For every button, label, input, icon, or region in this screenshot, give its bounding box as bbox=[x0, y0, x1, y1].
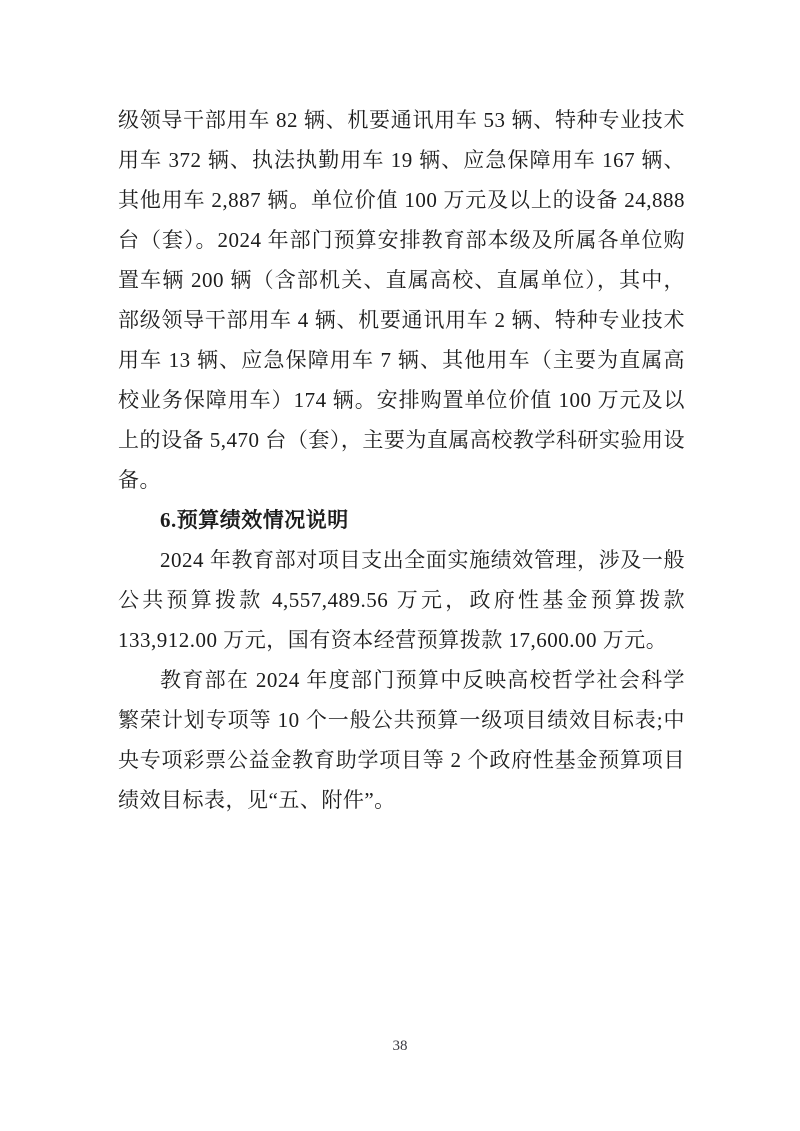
paragraph-performance-management: 2024 年教育部对项目支出全面实施绩效管理，涉及一般公共预算拨款 4,557,489.56 万元，政府性基金预算拨款 133,912.00 万元，国有资本经营预算拨款 17,600.00 万元。 bbox=[118, 548, 685, 652]
page-number: 38 bbox=[392, 1038, 408, 1054]
paragraph-performance-target-tables: 教育部在 2024 年度部门预算中反映高校哲学社会科学繁荣计划专项等 10 个一般公共预算一级项目绩效目标表;中央专项彩票公益金教育助学项目等 2 个政府性基金预算项目绩效目标表，见“五、附件”。 bbox=[118, 668, 685, 812]
document-body bbox=[118, 100, 685, 820]
section-heading-budget-performance: 6.预算绩效情况说明 bbox=[160, 508, 349, 532]
paragraph-vehicle-and-equipment-budget: 级领导干部用车 82 辆、机要通讯用车 53 辆、特种专业技术用车 372 辆、执法执勤用车 19 辆、应急保障用车 167 辆、其他用车 2,887 辆。单位价值 100 万元及以上的设备 24,888 台（套）。2024 年部门预算安排教育部本级及所属各单位购置车辆 200 辆（含部机关、直属高校、直属单位），其中，部级领导干部用车 4 辆、机要通讯用车 2 辆、特种专业技术用车 13 辆、应急保障用车 7 辆、其他用车（主要为直属高校业务保障用车）174 辆。安排购置单位价值 100 万元及以上的设备 5,470 台（套），主要为直属高校教学科研实验用设备。 bbox=[118, 108, 685, 492]
